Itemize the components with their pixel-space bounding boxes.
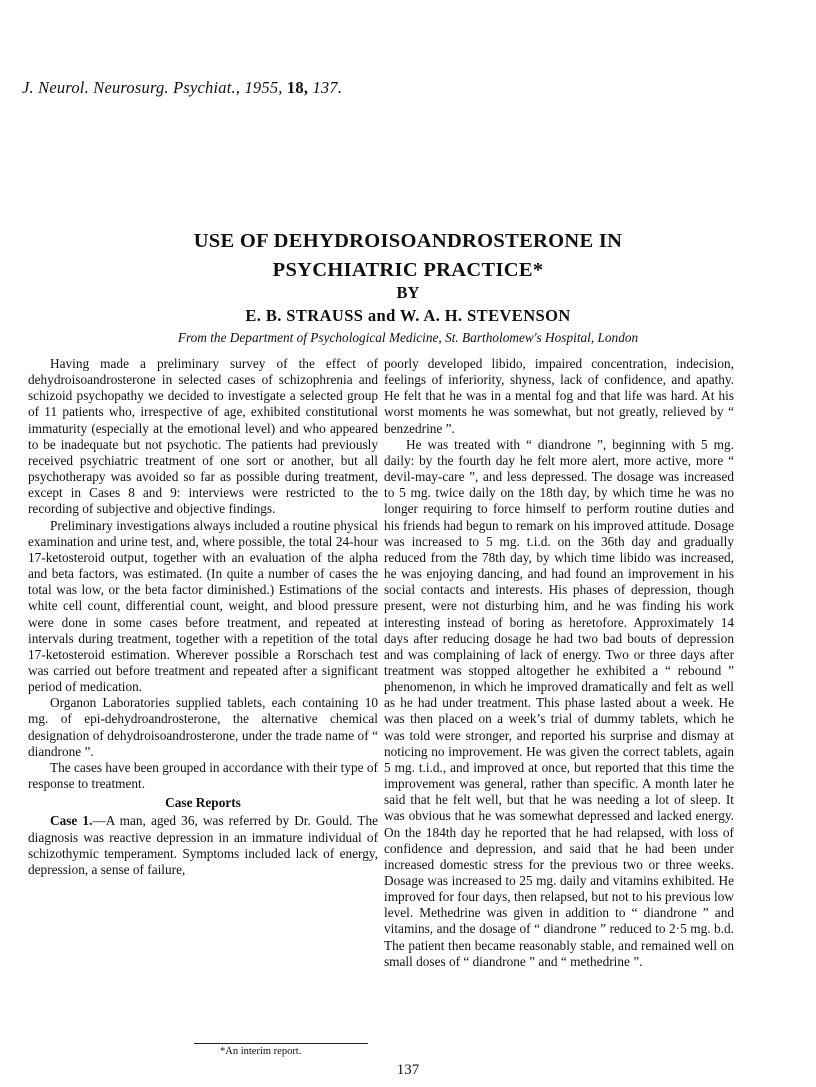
paragraph-case-1-symptoms: poorly developed libido, impaired concentration, indecision, feelings of inferiority, shyness, lack of confidence, and apathy. He felt that he was in a mental fog and that life was hard. At his worst moments he was somewhat, but not greatly, relieved by “ benzedrine ”. <box>384 356 734 436</box>
case-1-label: Case 1. <box>50 813 93 829</box>
article-title-line-1: USE OF DEHYDROISOANDROSTERONE IN <box>193 230 623 252</box>
footnote-rule <box>194 1043 368 1044</box>
journal-name: J. Neurol. Neurosurg. Psychiat., <box>22 78 241 97</box>
paragraph-tablets: Organon Laboratories supplied tablets, each containing 10 mg. of epi-dehydroandrosterone, the alternative chemical designation of dehydroisoandrosterone, under the trade name of “ diandrone ”. <box>28 695 378 759</box>
paragraph-intro: Having made a preliminary survey of the effect of dehydroisoandrosterone in selected cases of schizophrenia and schizoid psychopathy we decided to investigate a selected group of 11 patients who, irrespective of age, exhibited constitutional immaturity (especially at the emotional level) and who appeared to be inadequate but not psychotic. The patients had previously received psychiatric treatment of one sort or another, but all psychotherapy was avoided so far as possible during treatment, except in Cases 8 and 9: interviews were restricted to the recording of subjective and objective findings. <box>28 356 378 517</box>
article-title-line-2: PSYCHIATRIC PRACTICE* <box>272 259 544 281</box>
journal-year: 1955, <box>244 78 283 97</box>
journal-volume: 18, <box>286 78 309 97</box>
paragraph-grouping: The cases have been grouped in accordance with their type of response to treatment. <box>28 759 378 792</box>
byline-by: BY <box>396 283 420 302</box>
right-column <box>384 356 734 970</box>
left-column <box>28 356 378 878</box>
footnote: *An interim report. <box>220 1046 302 1057</box>
journal-citation <box>22 78 342 98</box>
page-number: 137 <box>396 1062 420 1078</box>
journal-page: 137. <box>312 78 343 97</box>
paragraph-investigations: Preliminary investigations always included a routine physical examination and urine test, and, where possible, the total 24-hour 17-ketosteroid output, together with an evaluation of the alpha and beta factors, was estimated. (In quite a number of cases the total was low, or the beta factor diminished.) Estimations of the white cell count, differential count, weight, and blood pressure were done in some cases before treatment, and repeated at intervals during treatment, together with a repetition of the total 17-ketosteroid estimation. Wherever possible a Rorschach test was carried out before treatment and repeated after a significant period of medication. <box>28 517 378 695</box>
paragraph-case-1 <box>28 813 378 878</box>
case-1-text: —A man, aged 36, was referred by Dr. Gould. The diagnosis was reactive depression in an immature individual of schizothymic temperament. Symptoms included lack of energy, depression, a sense of failure, <box>28 813 379 877</box>
authors: E. B. STRAUSS and W. A. H. STEVENSON <box>245 306 571 325</box>
section-heading-case-reports: Case Reports <box>165 795 241 811</box>
affiliation: From the Department of Psychological Medicine, St. Bartholomew's Hospital, London <box>177 330 639 345</box>
paragraph-case-1-treatment: He was treated with “ diandrone ”, beginning with 5 mg. daily: by the fourth day he felt more alert, more active, more “ devil-may-care ”, and less depressed. The dosage was increased to 5 mg. twice daily on the 18th day, by which time he was no longer requiring to force himself to perform routine duties and his friends had begun to remark on his improved attitude. Dosage was increased to 5 mg. t.i.d. on the 36th day and gradually reduced from the 78th day, by which time libido was increased, he was enjoying dancing, and had found an improvement in his social contacts and interests. His phases of depression, though present, were not disturbing him, and he was finding his work interesting instead of boring as heretofore. Approximately 14 days after reducing dosage he had two bad bouts of depression and was complaining of lack of energy. Two or three days after treatment was stopped altogether he exhibited a “ rebound ” phenomenon, in which he improved dramatically and felt as well as he had under treatment. This phase lasted about a week. He was then placed on a week’s trial of dummy tablets, which he was told were stronger, and reported his surprise and dismay at noticing no improvement. He was given the correct tablets, again 5 mg. t.i.d., and improved at once, but reported that this time the improvement was general, rather than specific. A month later he said that he felt well, but that he was needing a lot of sleep. It was obvious that he was somewhat depressed and lacked energy. On the 184th day he reported that he had relapsed, with loss of confidence and depression, and said that he had been under increased domestic stress for the previous two or three weeks. Dosage was increased to 25 mg. daily and vitamins exhibited. He improved for four days, then relapsed, but not to his previous low level. Methedrine was given in addition to “ diandrone ” and vitamins, and the dosage of “ diandrone ” reduced to 2·5 mg. b.d. The patient then became reasonably stable, and remained well on small doses of “ diandrone ” and “ methedrine ”. <box>384 436 734 969</box>
